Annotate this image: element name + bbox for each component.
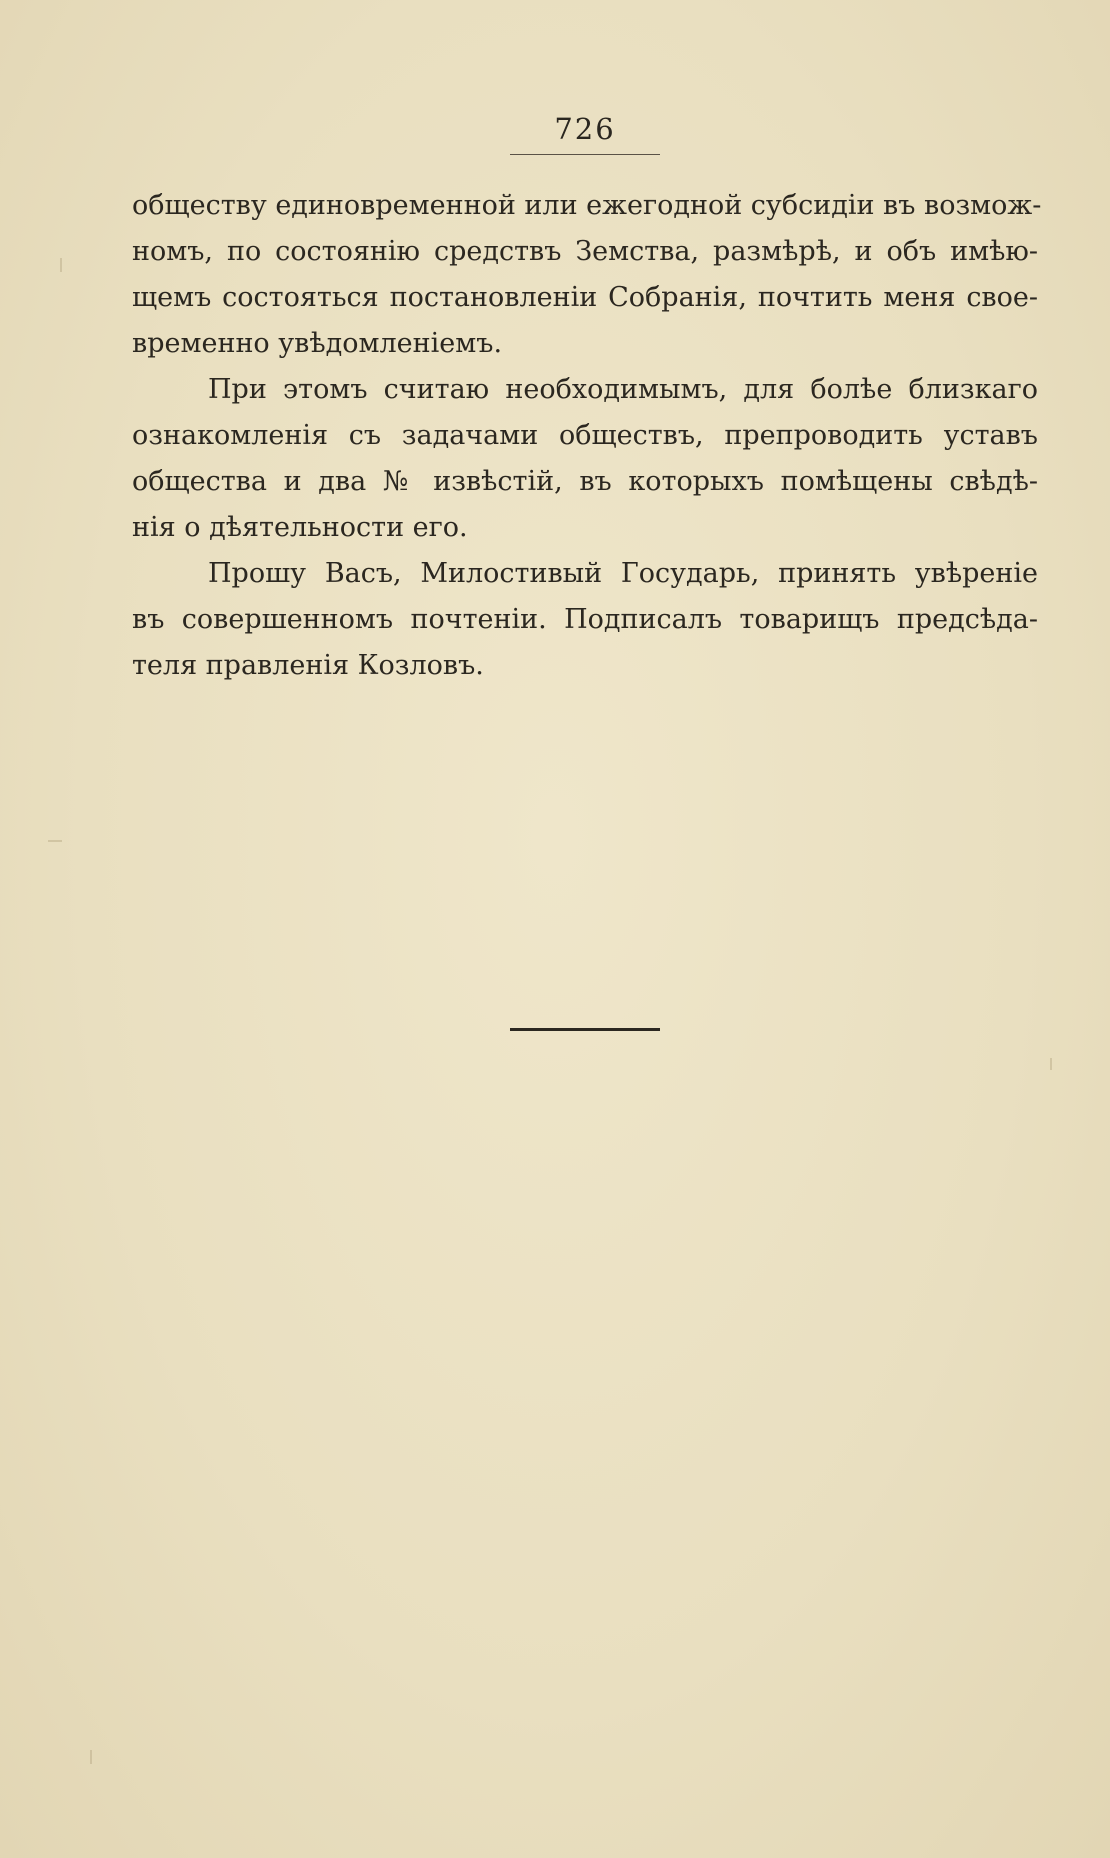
page-number-rule <box>510 154 660 155</box>
text-line: щемъ состояться постановленіи Собранія, почтить меня свое- <box>132 282 1038 313</box>
text-line: номъ, по состоянію средствъ Земства, размѣрѣ, и объ имѣю- <box>132 236 1038 267</box>
text-line: При этомъ считаю необходимымъ, для болѣе близкаго <box>208 374 1038 405</box>
text-line: теля правленія Козловъ. <box>132 650 484 681</box>
paper-speck <box>90 1750 92 1764</box>
text-line: ознакомленія съ задачами обществъ, препроводить уставъ <box>132 420 1038 451</box>
paper-speck <box>1050 1058 1052 1070</box>
text-line: нія о дѣятельности его. <box>132 512 468 543</box>
end-rule <box>510 1028 660 1031</box>
text-line: Прошу Васъ, Милостивый Государь, принять увѣреніе <box>208 558 1038 589</box>
text-line: обществу единовременной или ежегодной субсидіи въ возмож- <box>132 190 1042 221</box>
paper-speck <box>60 258 62 272</box>
page-number: 726 <box>554 112 616 146</box>
text-line: въ совершенномъ почтеніи. Подписалъ товарищъ предсѣда- <box>132 604 1038 635</box>
text-line: общества и два № извѣстій, въ которыхъ помѣщены свѣдѣ- <box>132 466 1038 497</box>
body-text <box>132 183 1042 689</box>
paper-speck <box>48 840 62 842</box>
text-line: временно увѣдомленіемъ. <box>132 328 503 359</box>
